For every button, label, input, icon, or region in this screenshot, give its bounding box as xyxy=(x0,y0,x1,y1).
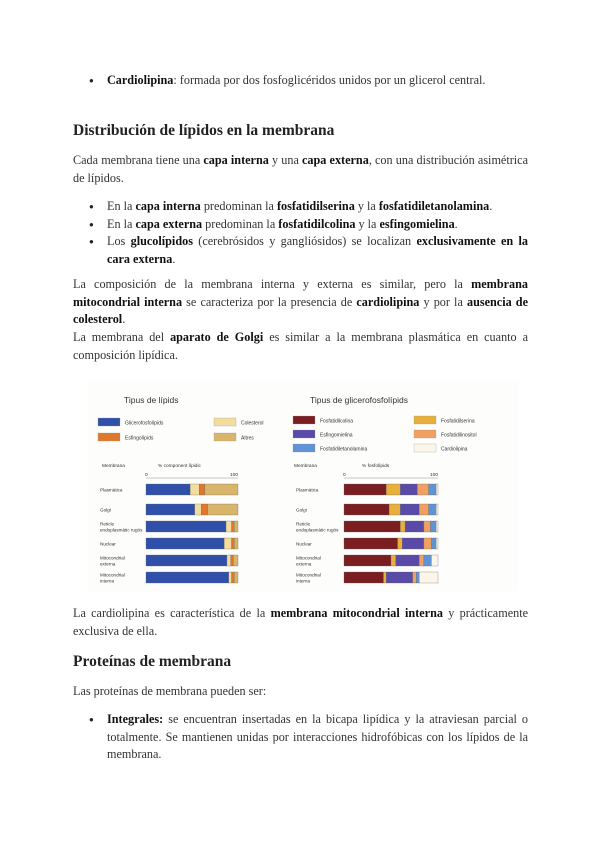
left-bar-segment xyxy=(229,572,232,583)
bullet-list-distribution xyxy=(89,198,528,268)
legend-swatch xyxy=(293,444,315,452)
right-bar-segment xyxy=(344,572,383,583)
right-bar-segment xyxy=(386,572,412,583)
left-bar-segment xyxy=(208,504,238,515)
legend-label: Esfingomielina xyxy=(320,432,353,439)
legend-label: Fosfatidiletanolamina xyxy=(320,446,368,453)
right-bar-segment xyxy=(400,521,405,532)
legend-label: Fosfatidilserina xyxy=(441,418,475,425)
left-bar-segment xyxy=(234,572,238,583)
left-row-label: Mitocondrial xyxy=(100,555,125,561)
left-bar-segment xyxy=(205,484,238,495)
section-title-distribucion: Distribución de lípidos en la membrana xyxy=(73,122,335,139)
legend-swatch xyxy=(98,433,120,441)
right-row-label: endoplasmàtic rugós xyxy=(296,527,339,533)
left-row-label: interna xyxy=(100,578,115,584)
right-row-label: Reticle xyxy=(296,521,311,527)
bullet-list-proteins xyxy=(89,711,528,764)
right-bar-segment xyxy=(419,504,428,515)
legend-swatch xyxy=(214,418,236,426)
right-row-label: Plasmàtica xyxy=(296,487,319,493)
right-axis-min: 0 xyxy=(343,473,346,478)
right-bar-segment xyxy=(417,484,428,495)
right-bar-segment xyxy=(436,521,438,532)
right-bar-segment xyxy=(436,538,438,549)
legend-swatch xyxy=(293,416,315,424)
right-row-label: Nuclear xyxy=(296,541,312,547)
list-item: ● Los glucolípidos (cerebrósidos y gangliósidos) se localizan exclusivamente en la cara externa. xyxy=(89,233,528,268)
left-chart-title: Tipus de lípids xyxy=(124,395,179,405)
list-item: ● Integrales: se encuentran insertadas en la bicapa lipídica y la atraviesan parcial o totalmente. Se mantienen unidas por interacciones hidrofóbicas con los lípidos de la membrana. xyxy=(89,711,528,764)
right-bar-segment xyxy=(402,538,424,549)
right-bar-segment xyxy=(344,538,398,549)
left-bar-segment xyxy=(232,572,235,583)
legend-swatch xyxy=(214,433,236,441)
left-axis-min: 0 xyxy=(145,473,148,478)
right-row-label: Mitocondrial xyxy=(296,555,321,561)
left-bar-segment xyxy=(146,572,229,583)
legend-label: Glicerofosfolípids xyxy=(125,420,164,427)
right-bar-segment xyxy=(383,572,386,583)
section-title-proteinas: Proteínas de membrana xyxy=(73,653,232,670)
left-bar-segment xyxy=(224,538,231,549)
left-bar-segment xyxy=(146,555,227,566)
right-bar-segment xyxy=(391,555,396,566)
right-bar-segment xyxy=(436,504,438,515)
left-axis-title: % component lípidic xyxy=(158,464,201,469)
left-bar-segment xyxy=(146,484,190,495)
legend-swatch xyxy=(414,430,436,438)
legend-label: Colesterol xyxy=(241,420,264,427)
left-bar-segment xyxy=(195,504,201,515)
left-row-label: endoplasmàtic rugós xyxy=(100,527,143,533)
right-bar-segment xyxy=(405,521,424,532)
right-bar-segment xyxy=(389,504,400,515)
right-chart-title: Tipus de glicerofosfolípids xyxy=(310,395,408,405)
legend-label: Fosfatidilcolina xyxy=(320,418,354,425)
right-row-label: Golgi xyxy=(296,507,307,513)
right-bar-segment xyxy=(398,538,403,549)
right-bar-segment xyxy=(419,555,424,566)
left-bar-segment xyxy=(199,484,205,495)
legend-label: Fosfatidilinositol xyxy=(441,432,477,439)
left-bar-segment xyxy=(146,521,226,532)
bullet-list-cardiolipina xyxy=(89,72,528,90)
right-bar-segment xyxy=(429,504,437,515)
left-bar-segment xyxy=(226,521,232,532)
list-item: ● En la capa interna predominan la fosfatidilserina y la fosfatidiletanolamina. xyxy=(89,198,528,216)
legend-label: Esfingolípids xyxy=(125,435,154,442)
right-row-label: interna xyxy=(296,578,311,584)
right-axis-title: % fosfolípids xyxy=(362,464,390,469)
paragraph-proteins-intro: Las proteínas de membrana pueden ser: xyxy=(73,684,267,698)
left-axis-max: 100 xyxy=(230,473,239,478)
right-bar-segment xyxy=(344,555,391,566)
list-item: ● En la capa externa predominan la fosfatidilcolina y la esfingomielina. xyxy=(89,216,528,234)
left-row-label: Nuclear xyxy=(100,541,116,547)
right-row-label: Mitocondrial xyxy=(296,572,321,578)
right-bar-segment xyxy=(413,572,417,583)
right-bar-segment xyxy=(344,484,386,495)
right-bar-segment xyxy=(419,572,438,583)
left-bar-segment xyxy=(232,521,235,532)
left-bar-segment xyxy=(232,538,235,549)
right-bar-segment xyxy=(431,538,436,549)
left-bar-segment xyxy=(234,521,238,532)
left-row-label: Mitocondrial xyxy=(100,572,125,578)
right-bar-segment xyxy=(400,504,419,515)
right-bar-segment xyxy=(431,555,438,566)
left-row-label: externa xyxy=(100,561,116,567)
right-bar-segment xyxy=(424,538,432,549)
left-bar-segment xyxy=(190,484,199,495)
right-bar-segment xyxy=(430,521,436,532)
paragraph-golgi: La membrana del aparato de Golgi es similar a la membrana plasmática en cuanto a composición lipídica. xyxy=(73,330,529,362)
left-bar-segment xyxy=(234,538,238,549)
right-column-header: Membrana xyxy=(294,464,317,469)
left-bar-segment xyxy=(146,538,224,549)
legend-swatch xyxy=(293,430,315,438)
legend-swatch xyxy=(414,444,436,452)
left-bar-segment xyxy=(231,555,234,566)
figure-svg xyxy=(88,381,518,591)
right-bar-segment xyxy=(400,484,417,495)
left-bar-segment xyxy=(201,504,207,515)
right-axis-max: 100 xyxy=(430,473,439,478)
right-bar-segment xyxy=(396,555,420,566)
left-bar-segment xyxy=(233,555,238,566)
right-bar-segment xyxy=(386,484,400,495)
right-bar-segment xyxy=(416,572,419,583)
left-bar-segment xyxy=(146,504,195,515)
lipid-composition-figure xyxy=(88,381,518,591)
right-bar-segment xyxy=(424,555,432,566)
right-bar-segment xyxy=(344,504,389,515)
right-bar-segment xyxy=(344,521,400,532)
right-bar-segment xyxy=(429,484,437,495)
paragraph-intro: Cada membrana tiene una capa interna y una capa externa, con una distribución asimétrica de lípidos. xyxy=(73,153,528,185)
right-bar-segment xyxy=(424,521,431,532)
legend-label: Altres xyxy=(241,435,254,442)
legend-label: Cardiolipina xyxy=(441,446,468,453)
legend-swatch xyxy=(98,418,120,426)
list-item: ● Cardiolipina: formada por dos fosfoglicéridos unidos por un glicerol central. xyxy=(89,72,528,90)
left-bar-segment xyxy=(227,555,231,566)
left-row-label: Plasmàtica xyxy=(100,487,123,493)
paragraph-composition: La composición de la membrana interna y externa es similar, pero la membrana mitocondrial interna se caracteriza por la presencia de cardiolipina y por la ausencia de colesterol. xyxy=(73,277,528,326)
left-row-label: Reticle xyxy=(100,521,115,527)
legend-swatch xyxy=(414,416,436,424)
right-row-label: externa xyxy=(296,561,312,567)
left-column-header: Membrana xyxy=(102,464,125,469)
paragraph-cardiolipina: La cardiolipina es característica de la membrana mitocondrial interna y prácticamente exclusiva de ella. xyxy=(73,606,528,638)
right-bar-segment xyxy=(436,484,438,495)
left-row-label: Golgi xyxy=(100,507,111,513)
